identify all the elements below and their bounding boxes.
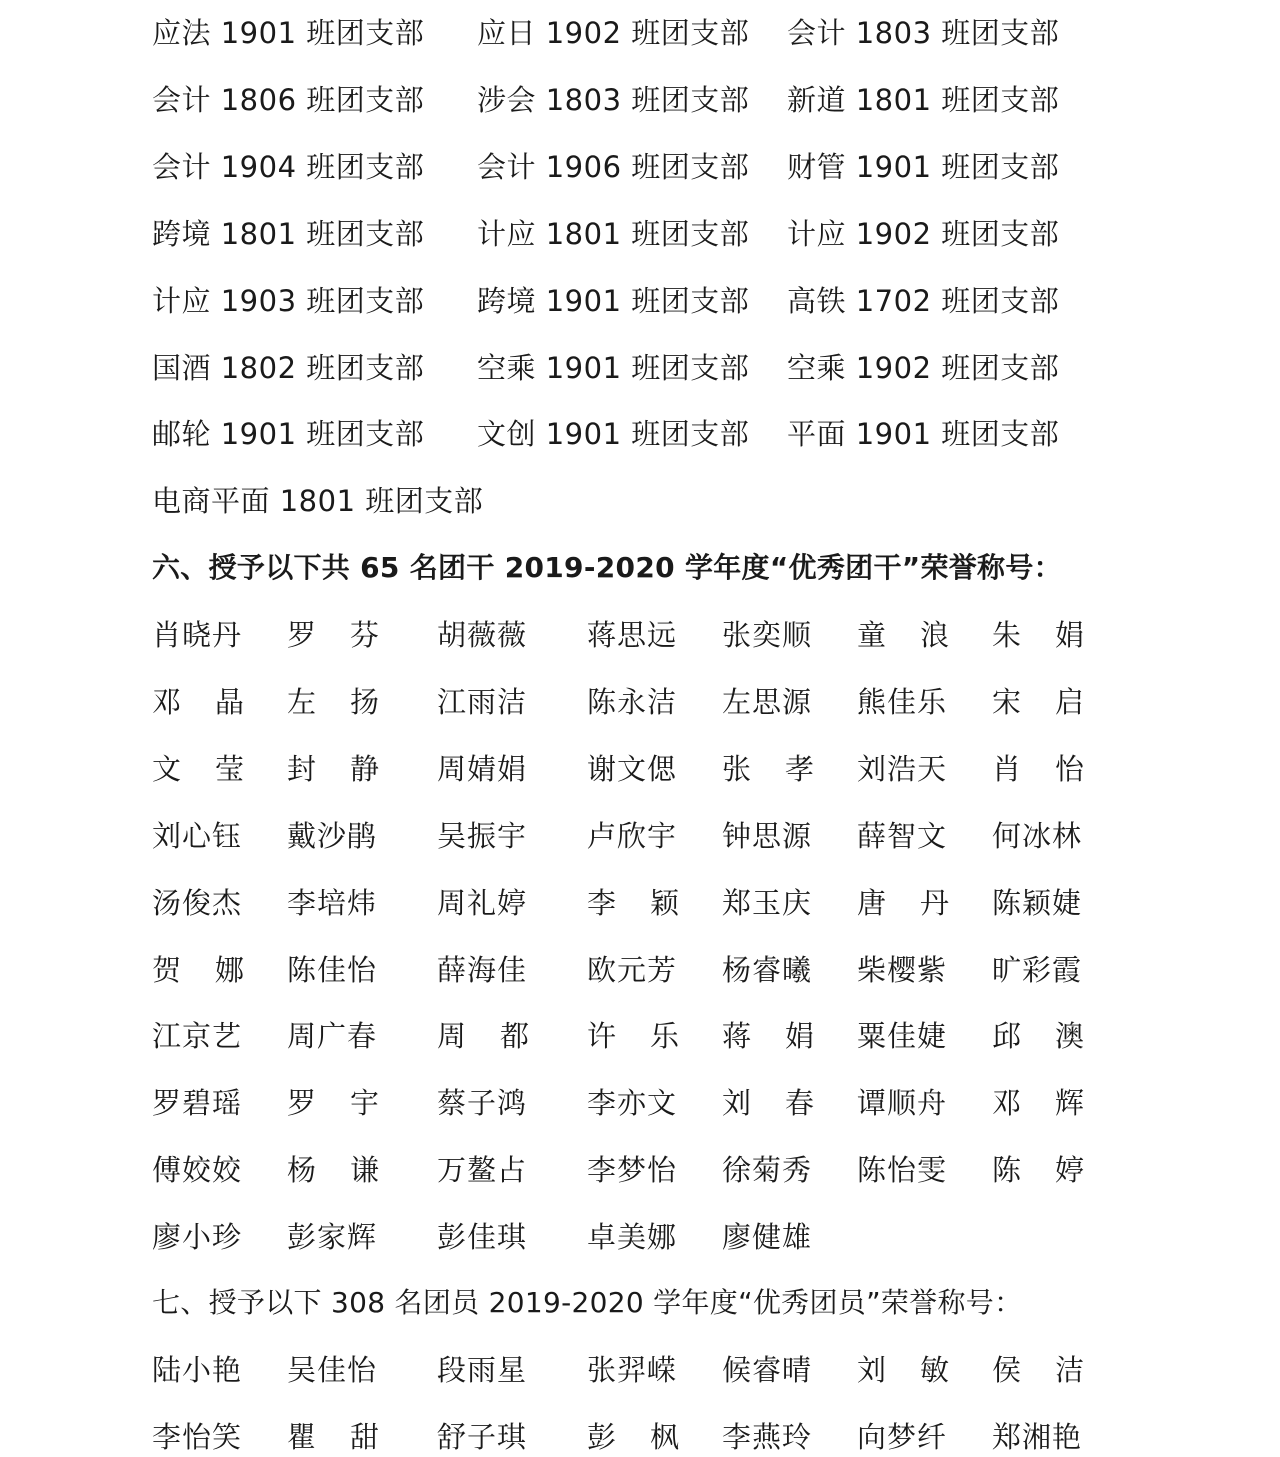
- member-name: 侯 洁: [992, 1353, 1084, 1387]
- name-row: [0, 1350, 1280, 1390]
- member-name: 唐 丹: [857, 885, 949, 920]
- member-name: 向梦纤: [857, 1419, 948, 1454]
- member-name: 周 都: [437, 1019, 529, 1054]
- member-name: 傅姣姣: [152, 1153, 243, 1188]
- branch-name: 空乘 1902 班团支部: [787, 350, 1060, 385]
- member-name: 宋 启: [992, 684, 1084, 719]
- member-name: 谭顺舟: [857, 1086, 948, 1121]
- section-7-heading: 七、授予以下 308 名团员 2019-2020 学年度“优秀团员”荣誉称号：: [152, 1286, 1023, 1319]
- member-name: 旷彩霞: [992, 952, 1083, 987]
- member-name: 李 颖: [587, 885, 679, 920]
- member-name: 李怡笑: [152, 1419, 243, 1454]
- branch-name: 文创 1901 班团支部: [477, 417, 750, 452]
- branch-name: 应法 1901 班团支部: [152, 16, 425, 50]
- branch-name: 会计 1803 班团支部: [787, 16, 1060, 50]
- branch-row: [0, 281, 1280, 321]
- member-name: 万鳌占: [437, 1153, 528, 1188]
- member-name: 杨 谦: [287, 1153, 379, 1188]
- branch-name: 邮轮 1901 班团支部: [152, 417, 425, 452]
- member-name: 粟佳婕: [857, 1019, 948, 1054]
- name-row: [0, 1417, 1280, 1457]
- member-name: 段雨星: [437, 1353, 528, 1387]
- member-name: 陈 婷: [992, 1153, 1084, 1188]
- member-name: 陈怡雯: [857, 1153, 948, 1188]
- member-name: 童 浪: [857, 618, 949, 652]
- member-name: 彭家辉: [287, 1220, 378, 1255]
- branch-name: 跨境 1801 班团支部: [152, 216, 425, 251]
- member-name: 蒋思远: [587, 618, 678, 652]
- member-name: 邓 晶: [152, 684, 244, 719]
- member-name: 熊佳乐: [857, 684, 948, 719]
- branch-row: [0, 13, 1280, 53]
- member-name: 汤俊杰: [152, 885, 243, 920]
- member-name: 周广春: [287, 1019, 378, 1054]
- branch-name: 电商平面 1801 班团支部: [152, 484, 484, 519]
- branch-name: 会计 1906 班团支部: [477, 149, 750, 184]
- member-name: 刘 春: [722, 1086, 814, 1121]
- branch-name: 国酒 1802 班团支部: [152, 350, 425, 385]
- member-name: 卓美娜: [587, 1220, 678, 1255]
- member-name: 陆小艳: [152, 1353, 243, 1387]
- member-name: 邱 澳: [992, 1019, 1084, 1054]
- branch-row: [0, 214, 1280, 254]
- member-name: 陈颖婕: [992, 885, 1083, 920]
- branch-name: 跨境 1901 班团支部: [477, 283, 750, 318]
- member-name: 吴振宇: [437, 818, 528, 853]
- member-name: 罗 芬: [287, 618, 379, 652]
- member-name: 江雨洁: [437, 684, 528, 719]
- branch-name: 计应 1902 班团支部: [787, 216, 1060, 251]
- member-name: 周婧娟: [437, 751, 528, 786]
- member-name: 陈永洁: [587, 684, 678, 719]
- name-row: [0, 615, 1280, 655]
- member-name: 廖健雄: [722, 1220, 813, 1255]
- name-row: [0, 1217, 1280, 1257]
- name-row: [0, 950, 1280, 990]
- member-name: 许 乐: [587, 1019, 679, 1054]
- branch-row: [0, 147, 1280, 187]
- member-name: 卢欣宇: [587, 818, 678, 853]
- branch-row: [0, 80, 1280, 120]
- member-name: 江京艺: [152, 1019, 243, 1054]
- member-name: 左思源: [722, 684, 813, 719]
- member-name: 候睿晴: [722, 1353, 813, 1387]
- member-name: 杨睿曦: [722, 952, 813, 987]
- member-name: 徐菊秀: [722, 1153, 813, 1188]
- member-name: 肖 怡: [992, 751, 1084, 786]
- member-name: 瞿 甜: [287, 1419, 379, 1454]
- branch-row: [0, 414, 1280, 454]
- member-name: 薛智文: [857, 818, 948, 853]
- branch-row: [0, 348, 1280, 388]
- branch-name: 会计 1904 班团支部: [152, 149, 425, 184]
- member-name: 彭 枫: [587, 1419, 679, 1454]
- branch-name: 平面 1901 班团支部: [787, 417, 1060, 452]
- member-name: 薛海佳: [437, 952, 528, 987]
- member-name: 刘心钰: [152, 818, 243, 853]
- branch-name: 高铁 1702 班团支部: [787, 283, 1060, 318]
- member-name: 肖晓丹: [152, 618, 243, 652]
- member-name: 李亦文: [587, 1086, 678, 1121]
- member-name: 张 孝: [722, 751, 814, 786]
- member-name: 邓 辉: [992, 1086, 1084, 1121]
- member-name: 廖小珍: [152, 1220, 243, 1255]
- branch-name: 涉会 1803 班团支部: [477, 82, 750, 117]
- member-name: 文 莹: [152, 751, 244, 786]
- member-name: 舒子琪: [437, 1419, 528, 1454]
- member-name: 李燕玲: [722, 1419, 813, 1454]
- member-name: 彭佳琪: [437, 1220, 528, 1255]
- member-name: 朱 娟: [992, 618, 1084, 652]
- name-row: [0, 682, 1280, 722]
- branch-name: 计应 1801 班团支部: [477, 216, 750, 251]
- member-name: 欧元芳: [587, 952, 678, 987]
- branch-name: 计应 1903 班团支部: [152, 283, 425, 318]
- member-name: 何冰林: [992, 818, 1083, 853]
- member-name: 钟思源: [722, 818, 813, 853]
- branch-name: 空乘 1901 班团支部: [477, 350, 750, 385]
- member-name: 刘浩天: [857, 751, 948, 786]
- member-name: 戴沙鹃: [287, 818, 378, 853]
- member-name: 罗 宇: [287, 1086, 379, 1121]
- branch-name: 应日 1902 班团支部: [477, 16, 750, 50]
- member-name: 刘 敏: [857, 1353, 949, 1387]
- name-row: [0, 816, 1280, 856]
- name-row: [0, 883, 1280, 923]
- member-name: 左 扬: [287, 684, 379, 719]
- member-name: 李培炜: [287, 885, 378, 920]
- section-6-heading: 六、授予以下共 65 名团干 2019-2020 学年度“优秀团干”荣誉称号：: [152, 551, 1062, 584]
- member-name: 谢文偲: [587, 751, 678, 786]
- member-name: 蒋 娟: [722, 1019, 814, 1054]
- member-name: 郑玉庆: [722, 885, 813, 920]
- branch-name: 会计 1806 班团支部: [152, 82, 425, 117]
- branch-name: 财管 1901 班团支部: [787, 149, 1060, 184]
- member-name: 张羿嵘: [587, 1353, 678, 1387]
- member-name: 封 静: [287, 751, 379, 786]
- branch-name: 新道 1801 班团支部: [787, 82, 1060, 117]
- member-name: 胡薇薇: [437, 618, 528, 652]
- member-name: 周礼婷: [437, 885, 528, 920]
- member-name: 郑湘艳: [992, 1419, 1083, 1454]
- member-name: 李梦怡: [587, 1153, 678, 1188]
- name-row: [0, 1016, 1280, 1056]
- member-name: 罗碧瑶: [152, 1086, 243, 1121]
- branch-row: [0, 481, 1280, 521]
- member-name: 柴樱紫: [857, 952, 948, 987]
- name-row: [0, 1083, 1280, 1123]
- member-name: 蔡子鸿: [437, 1086, 528, 1121]
- name-row: [0, 749, 1280, 789]
- member-name: 贺 娜: [152, 952, 244, 987]
- member-name: 吴佳怡: [287, 1353, 378, 1387]
- member-name: 张奕顺: [722, 618, 813, 652]
- member-name: 陈佳怡: [287, 952, 378, 987]
- name-row: [0, 1150, 1280, 1190]
